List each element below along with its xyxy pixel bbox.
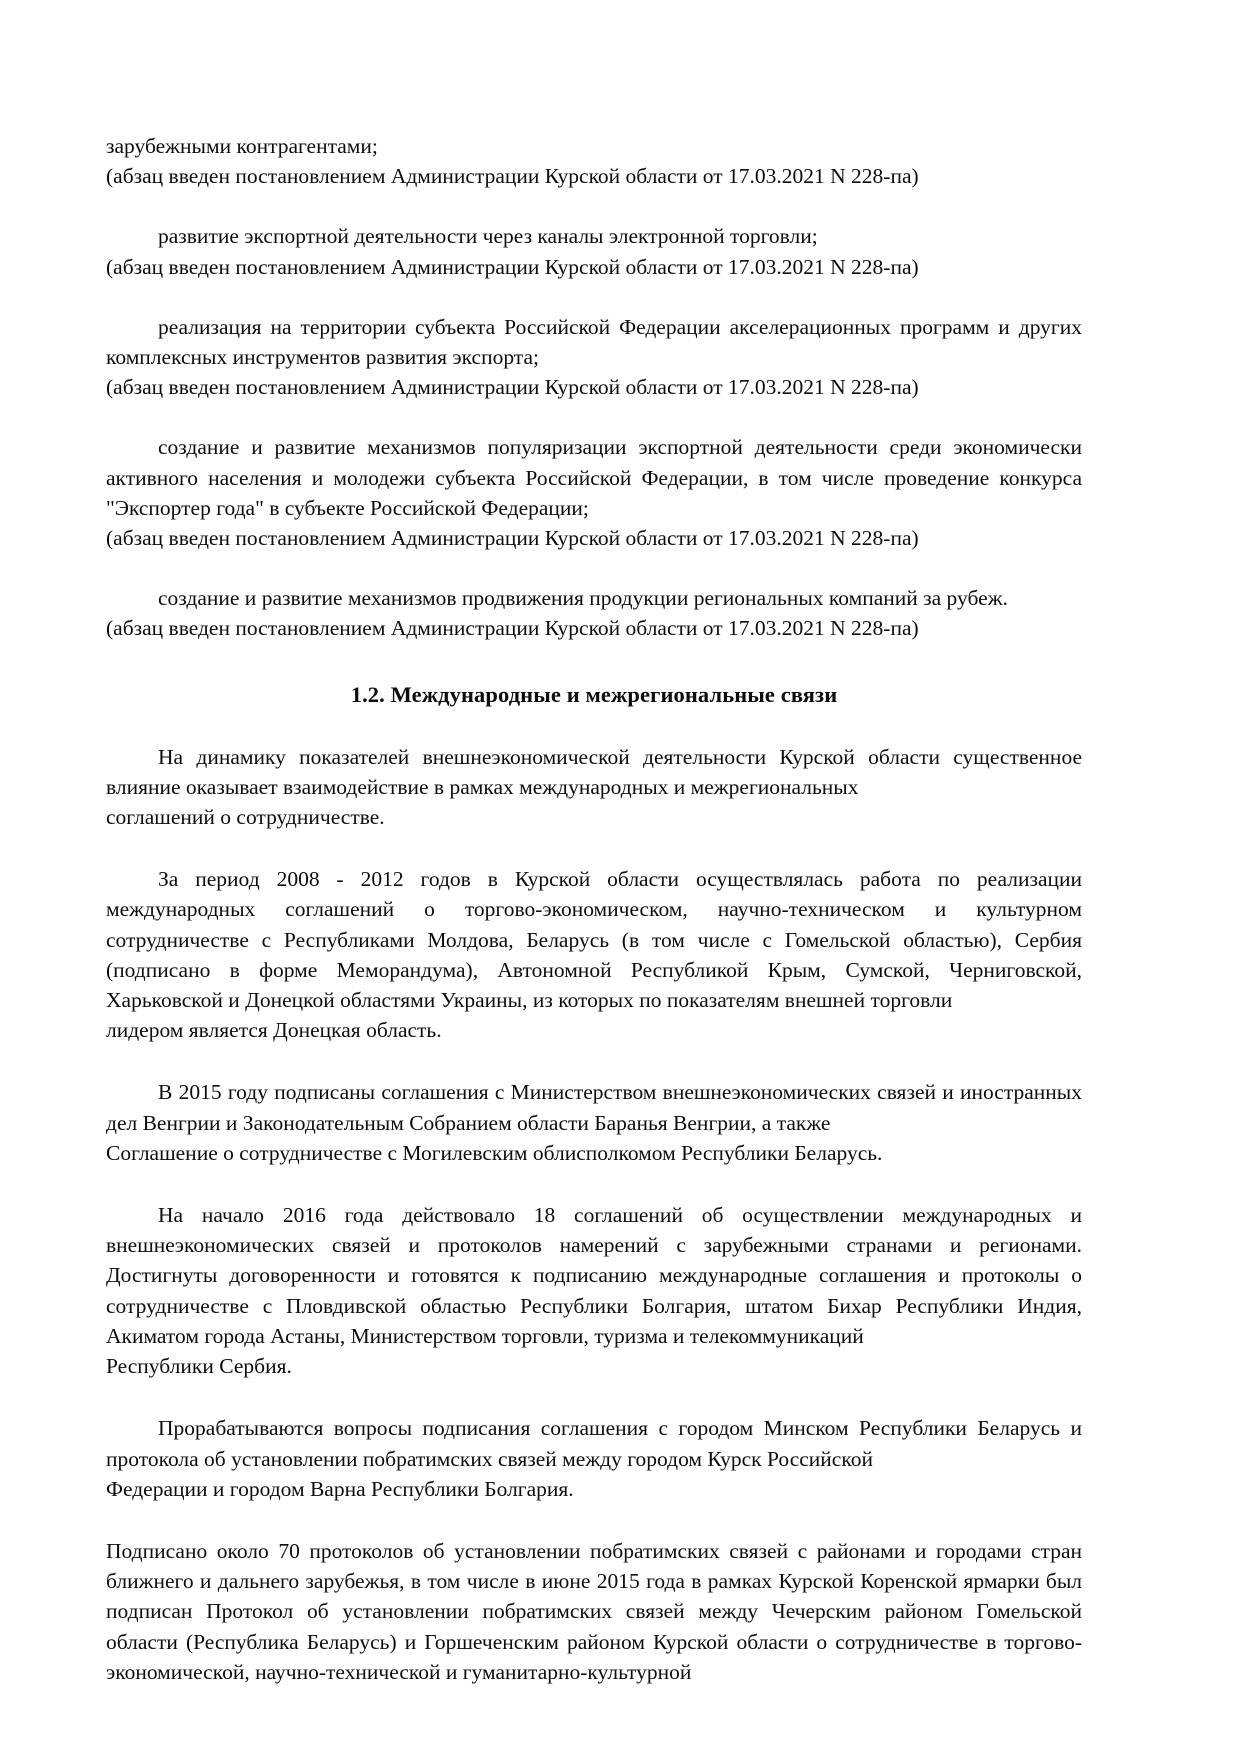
paragraph-spacer [106,832,1082,864]
paragraph-spacer [106,1045,1082,1077]
paragraph-text: На динамику показателей внешнеэкономической деятельности Курской области существенное влияние оказывает взаимодействие в рамках международных и межрегиональных [106,744,1082,799]
paragraph-na-nachalo-2016 [106,1200,1082,1351]
paragraph-text: За период 2008 - 2012 годов в Курской области осуществлялась работа по реализации международных соглашений о торгово-экономическом, научно-техническом и культурном сотрудничестве с Республиками Молдова, Беларусь (в том числе с Гомельской областью), Сербия (подписано в форме Меморандума), Автономной Республикой Крым, Сумской, Черниговской, Харьковской и Донецкой областями Украины, из которых по показателям внешней торговли [106,867,1082,1013]
paragraph-za-period-2008-2012-tail: лидером является Донецкая область. [106,1018,442,1043]
paragraph-za-period-2008-2012 [106,864,1082,1015]
paragraph-spacer [106,1381,1082,1413]
amendment-note-2: (абзац введен постановлением Администрации Курской области от 17.03.2021 N 228-па) [106,254,919,279]
paragraph-zarubezhnymi-kontragentami: зарубежными контрагентами; [106,134,378,158]
paragraph-text: На начало 2016 года действовало 18 соглашений об осуществлении международных и внешнеэкономических связей и протоколов намерений с зарубежными странами и регионами. Достигнуты договоренности и готовятся к подписанию международные соглашения и протоколы о сотрудничестве с Пловдивской областью Республики Болгария, штатом Бихар Республики Индия, Акиматом города Астаны, Министерством торговли, туризма и телекоммуникаций [106,1203,1082,1348]
paragraph-dinamika-pokazateley-tail: соглашений о сотрудничестве. [106,805,385,830]
paragraph-na-nachalo-2016-tail: Республики Сербия. [106,1354,292,1379]
paragraph-spacer [106,1168,1082,1200]
paragraph-text: Прорабатываются вопросы подписания соглашения с городом Минском Республики Беларусь и протокола об установлении побратимских связей между городом Курск Российской [106,1416,1082,1471]
section-heading-1-2: 1.2. Международные и межрегиональные связи [350,681,838,707]
paragraph-podpisano-okolo-70-protokolov: Подписано около 70 протоколов об установлении побратимских связей с районами и городами стран ближнего и дальнего зарубежья, в том числе в июне 2015 года в рамках Курской Коренской ярмарки был подписан Протокол об установлении побратимских связей между Чечерским районом Гомельской области (Республика Беларусь) и Горшеченским районом Курской области о сотрудничестве в торгово-экономической, научно-технической и гуманитарно-культурной [106,1538,1082,1684]
amendment-note-4: (абзац введен постановлением Администрации Курской области от 17.03.2021 N 228-па) [106,526,919,551]
paragraph-v-2015-godu [106,1077,1082,1137]
amendment-note-5: (абзац введен постановлением Администрации Курской области от 17.03.2021 N 228-па) [106,616,919,641]
paragraph-sozdanie-mehanizmov-populyarizacii: создание и развитие механизмов популяризации экспортной деятельности среди экономически активного населения и молодежи субъекта Российской Федерации, в том числе проведение конкурса "Экспортер года" в субъекте Российской Федерации; [106,435,1082,520]
paragraph-text: В 2015 году подписаны соглашения с Министерством внешнеэкономических связей и иностранных дел Венгрии и Законодательным Собранием области Баранья Венгрии, а также [106,1080,1082,1135]
paragraph-v-2015-godu-tail: Соглашение о сотрудничестве с Могилевским облисполкомом Республики Беларусь. [106,1140,883,1165]
paragraph-spacer [106,1504,1082,1536]
heading-spacer [106,710,1082,742]
document-body [106,131,1082,1687]
block-spacer [106,282,1082,312]
paragraph-realizaciya-akseleracionnyh-programm: реализация на территории субъекта Российской Федерации акселерационных программ и других комплексных инструментов развития экспорта; [106,314,1082,370]
block-spacer [106,191,1082,221]
paragraph-prorabatyvayutsya-voprosy [106,1413,1082,1473]
paragraph-sozdanie-mehanizmov-prodvizheniya: создание и развитие механизмов продвижения продукции региональных компаний за рубеж. [158,586,1008,611]
block-spacer [106,553,1082,583]
paragraph-prorabatyvayutsya-voprosy-tail: Федерации и городом Варна Республики Болгария. [106,1476,574,1501]
amendment-note-1: (абзац введен постановлением Администрации Курской области от 17.03.2021 N 228-па) [106,164,919,189]
heading-spacer [106,644,1082,680]
amendment-note-3: (абзац введен постановлением Администрации Курской области от 17.03.2021 N 228-па) [106,375,919,400]
paragraph-dinamika-pokazateley [106,742,1082,802]
block-spacer [106,402,1082,432]
paragraph-razvitie-eksportnoy-deyatelnosti: развитие экспортной деятельности через каналы электронной торговли; [158,224,818,249]
